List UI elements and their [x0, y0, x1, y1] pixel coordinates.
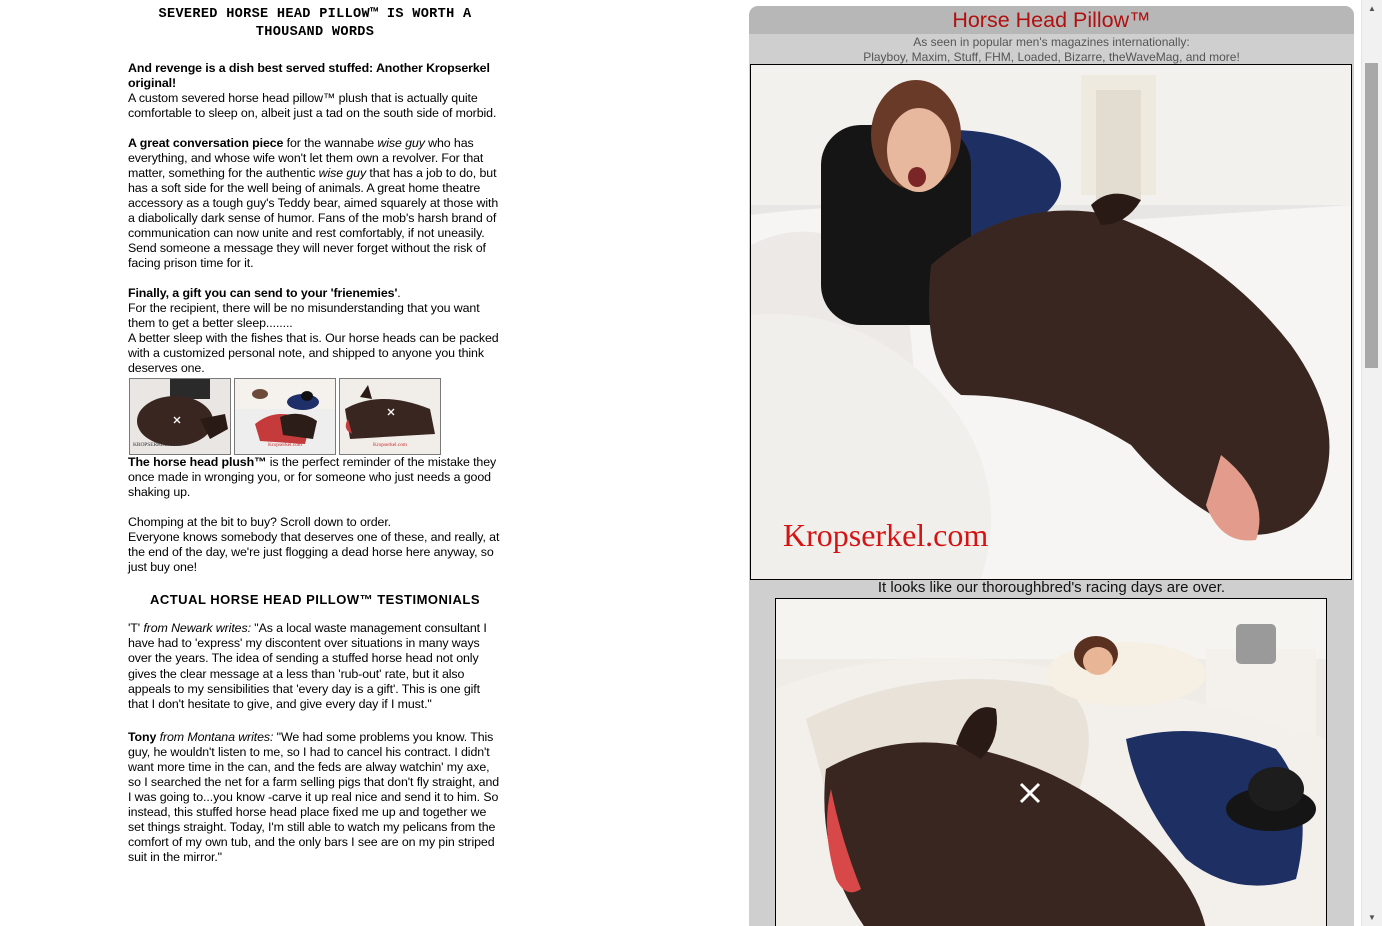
scroll-down-arrow-icon[interactable]: ▼ [1368, 913, 1376, 922]
product-photo-secondary[interactable] [775, 598, 1327, 926]
thumbnail-image[interactable] [129, 378, 231, 455]
text-fragment: . [397, 286, 401, 300]
text-fragment: Everyone knows somebody that deserves one of these, and really, at the end of the day, we're just flogging a dead horse here anyway, so just buy one! [128, 530, 500, 574]
scrollbar-thumb[interactable] [1365, 63, 1378, 368]
page-scrollbar[interactable] [1361, 0, 1382, 926]
conversation-bold: A great conversation piece [128, 136, 284, 150]
intro-paragraph [128, 61, 502, 121]
buy-paragraph [128, 515, 502, 575]
product-photo-main[interactable] [750, 64, 1352, 580]
thumbnail-strip [129, 378, 502, 455]
frienemies-paragraph [128, 286, 502, 376]
intro-text: A custom severed horse head pillow™ plush that is actually quite comfortable to sleep on, albeit just a tad on the south side of morbid. [128, 91, 497, 120]
testimonial-author: 'T' [128, 621, 140, 635]
testimonial-text: "We had some problems you know. This guy, he wouldn't listen to me, so I had to cancel his contract. I didn't want more time in the can, and the feds are alway watchin' my axe, so I searched the net for a farm selling pigs that don't fly straight, and I was going to...you know -carve it up real nice and send it to him. So instead, this stuffed horse head place fixed me up and together we set things straight. Today, I'm still able to watch my pelicans from the comfort of my own tub, and the only bars I see are on my pin striped suit in the mirror." [128, 730, 500, 865]
text-fragment: that has a job to do, but has a soft side for the well being of animals. A great home theatre accessory as a tough guy's Teddy bear, aimed squarely at those with a diabolically dark sense of humor. Fans of the mob's harsh brand of communication can now unite and rest comfortably, if not uneasily. Send someone a message they will never forget without the risk of facing prison time for it. [128, 166, 499, 270]
testimonial-from: from Montana writes: [156, 730, 274, 745]
scroll-up-arrow-icon[interactable]: ▲ [1368, 4, 1376, 13]
testimonial-author: Tony [128, 730, 157, 745]
photo-watermark: Kropserkel.com [783, 517, 989, 553]
thumbnail-image[interactable] [339, 378, 441, 455]
product-panel [749, 6, 1354, 926]
testimonial-1 [128, 621, 502, 712]
plush-bold: The horse head plush™ [128, 455, 267, 469]
testimonial-from: from Newark writes: [140, 621, 251, 635]
product-title: Horse Head Pillow™ [749, 6, 1354, 34]
plush-paragraph [128, 455, 502, 500]
text-fragment: who has everything, and whose wife won't let them own a revolver. For that matter, something for the authentic [128, 136, 484, 180]
magazines-line-1: As seen in popular men's magazines internationally: [913, 35, 1190, 49]
text-fragment: is the perfect reminder of the mistake they once made in wronging you, or for someone who just needs a good shaking up. [128, 455, 497, 499]
photo-woman-horse-head [751, 65, 1351, 579]
thumbnail-caption: Kropserkel.com [268, 442, 302, 448]
thumbnail-caption: Kropserkel.com [373, 442, 407, 448]
thumbnail-caption: KROPSERKEL.COM [133, 442, 181, 448]
text-fragment: For the recipient, there will be no misunderstanding that you want them to get a better sleep........ [128, 301, 480, 330]
testimonials-title: ACTUAL HORSE HEAD PILLOW™ TESTIMONIALS [149, 592, 481, 607]
description-column [128, 0, 502, 865]
emphasis: wise guy [318, 166, 367, 180]
photo-sleeping-woman-horse-head [776, 599, 1326, 926]
text-fragment: for the wannabe [283, 136, 378, 150]
testimonial-2 [128, 730, 502, 865]
emphasis: wise guy [377, 136, 425, 150]
testimonial-text: "As a local waste management consultant I have had to 'express' my discontent over situations in many ways over the years. The idea of sending a stuffed horse head not only gives the clear message at a less than 'rub-out' rate, but it also appeals to my sensibilities that 'every day is a gift'. This is one gift that I don't hesitate to give, and give every day if I must." [128, 621, 487, 712]
text-fragment: Chomping at the bit to buy? Scroll down to order. [128, 515, 392, 529]
intro-bold: And revenge is a dish best served stuffed: Another Kropserkel original! [128, 61, 490, 90]
frienemies-bold: Finally, a gift you can send to your 'frienemies' [128, 286, 398, 300]
magazines-line-2: Playboy, Maxim, Stuff, FHM, Loaded, Bizarre, theWaveMag, and more! [863, 50, 1240, 64]
conversation-paragraph [128, 136, 502, 271]
photo-caption: It looks like our thoroughbred's racing days are over. [877, 579, 1226, 596]
text-fragment: A better sleep with the fishes that is. Our horse heads can be packed with a customized personal note, and shipped to anyone you think deserves one. [128, 331, 499, 375]
magazines-note [749, 35, 1354, 65]
page-title: SEVERED HORSE HEAD PILLOW™ IS WORTH A THOUSAND WORDS [158, 7, 472, 40]
thumbnail-image[interactable] [234, 378, 336, 455]
